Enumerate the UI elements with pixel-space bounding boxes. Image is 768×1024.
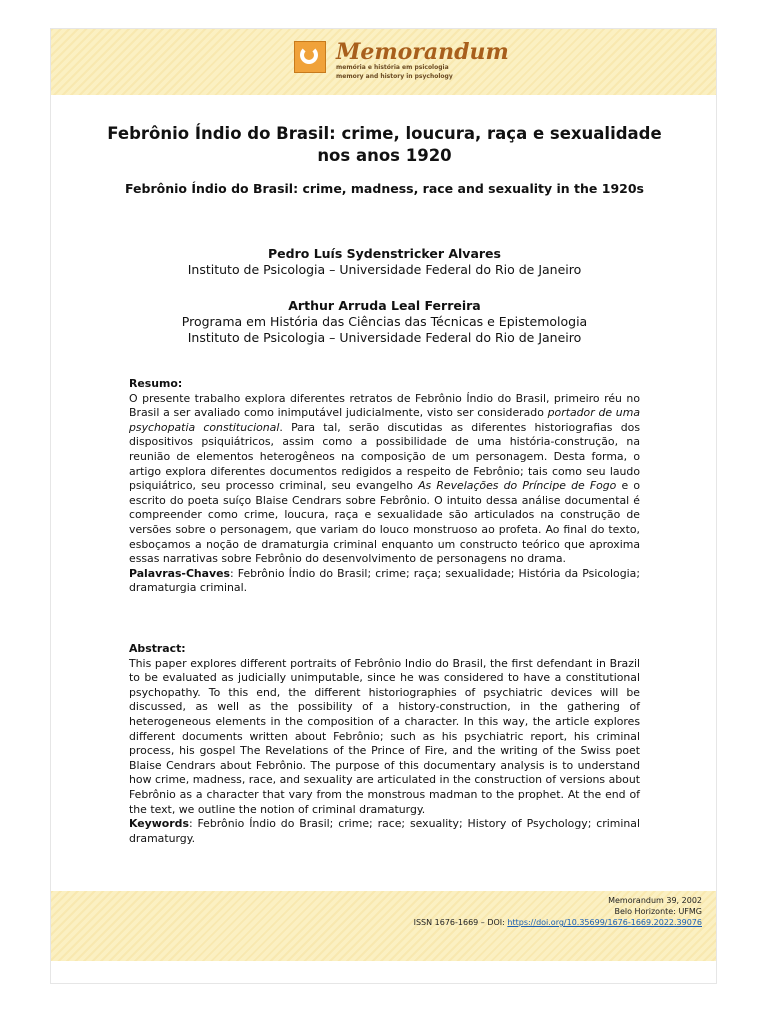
issn-doi: ISSN 1676-1669 – DOI: https://doi.org/10.35699/1676-1669.2022.39076 bbox=[413, 918, 702, 927]
resumo-heading: Resumo: bbox=[129, 377, 183, 390]
doi-link[interactable]: https://doi.org/10.35699/1676-1669.2022.39076 bbox=[507, 918, 702, 927]
abstract-heading: Abstract: bbox=[129, 642, 186, 655]
paper-subtitle: Febrônio Índio do Brasil: crime, madness, race and sexuality in the 1920s bbox=[125, 181, 644, 196]
memorandum-logo-icon bbox=[294, 41, 330, 73]
abstract-body: This paper explores different portraits of Febrônio Indio do Brasil, the first defendant in Brazil to be evaluated as judicially unimputable, since he was considered to have a constitutional psychopathy. To this end, the different historiographies of psychiatric devices will be discussed, as well as the possibility of a history-construction, in the gathering of heterogeneous elements in the composition of a character. In this way, the article explores different documents written about Febrônio; such as his psychiatric report, his criminal process, his gospel The Revelations of the Prince of Fire, and the writing of the Swiss poet Blaise Cendrars about Febrônio. The purpose of this documentary analysis is to understand how crime, madness, race, and sexuality are articulated in the construction of versions about Febrônio as a character that vary from the monstrous madman to the prophet. At the end of the text, we outline the notion of criminal dramaturgy. bbox=[129, 656, 640, 816]
author-name: Arthur Arruda Leal Ferreira bbox=[288, 298, 481, 313]
author-affiliation: Instituto de Psicologia – Universidade Federal do Rio de Janeiro bbox=[187, 262, 582, 277]
resumo-keywords: Palavras-Chaves: Febrônio Índio do Brasil; crime; raça; sexualidade; História da Psicologia; dramaturgia criminal. bbox=[129, 566, 640, 595]
journal-issue: Memorandum 39, 2002 bbox=[608, 896, 702, 905]
footer-info bbox=[414, 895, 702, 928]
logo-name: Memorandum bbox=[336, 39, 509, 65]
abstract-section bbox=[129, 642, 640, 846]
resumo-section bbox=[129, 377, 640, 596]
journal-city: Belo Horizonte: UFMG bbox=[614, 907, 702, 916]
abstract-keywords: Keywords: Febrônio Índio do Brasil; crime; race; sexuality; History of Psychology; criminal dramaturgy. bbox=[129, 817, 640, 845]
paper-title: Febrônio Índio do Brasil: crime, loucura, raça e sexualidade nos anos 1920 bbox=[107, 124, 662, 165]
author-block bbox=[71, 246, 698, 346]
journal-logo bbox=[294, 39, 509, 80]
author-name: Pedro Luís Sydenstricker Alvares bbox=[268, 246, 501, 261]
logo-tagline-pt: memória e história em psicologia bbox=[336, 64, 449, 71]
logo-tagline-en: memory and history in psychology bbox=[336, 72, 453, 80]
author-affiliation: Programa em História das Ciências das Técnicas e Epistemologia bbox=[181, 314, 588, 329]
journal-page bbox=[50, 28, 717, 984]
author-affiliation: Instituto de Psicologia – Universidade Federal do Rio de Janeiro bbox=[187, 330, 582, 345]
resumo-body: O presente trabalho explora diferentes retratos de Febrônio Índio do Brasil, primeiro réu no Brasil a ser avaliado como inimputável judicialmente, visto ser considerado portador de uma psychopatia constitucional. Para tal, serão discutidas as diferentes historiografias dos dispositivos psiquiátricos, assim como a possibilidade de uma história-construção, na reunião de elementos heterogêneos na composição de um personagem. Desta forma, o artigo explora diferentes documentos redigidos a respeito de Febrônio; tais como seu laudo psiquiátrico, seu processo criminal, seu evangelho As Revelações do Príncipe de Fogo e o escrito do poeta suíço Blaise Cendrars sobre Febrônio. O intuito dessa análise documental é compreender como crime, loucura, raça e sexualidade são articulados na construção de versões sobre o personagem, que variam do louco monstruoso ao profeta. Ao final do texto, esboçamos a noção de dramaturgia criminal enquanto um constructo teórico que aproxima essas narrativas sobre Febrônio do desenvolvimento de personagens no drama. bbox=[129, 391, 640, 566]
